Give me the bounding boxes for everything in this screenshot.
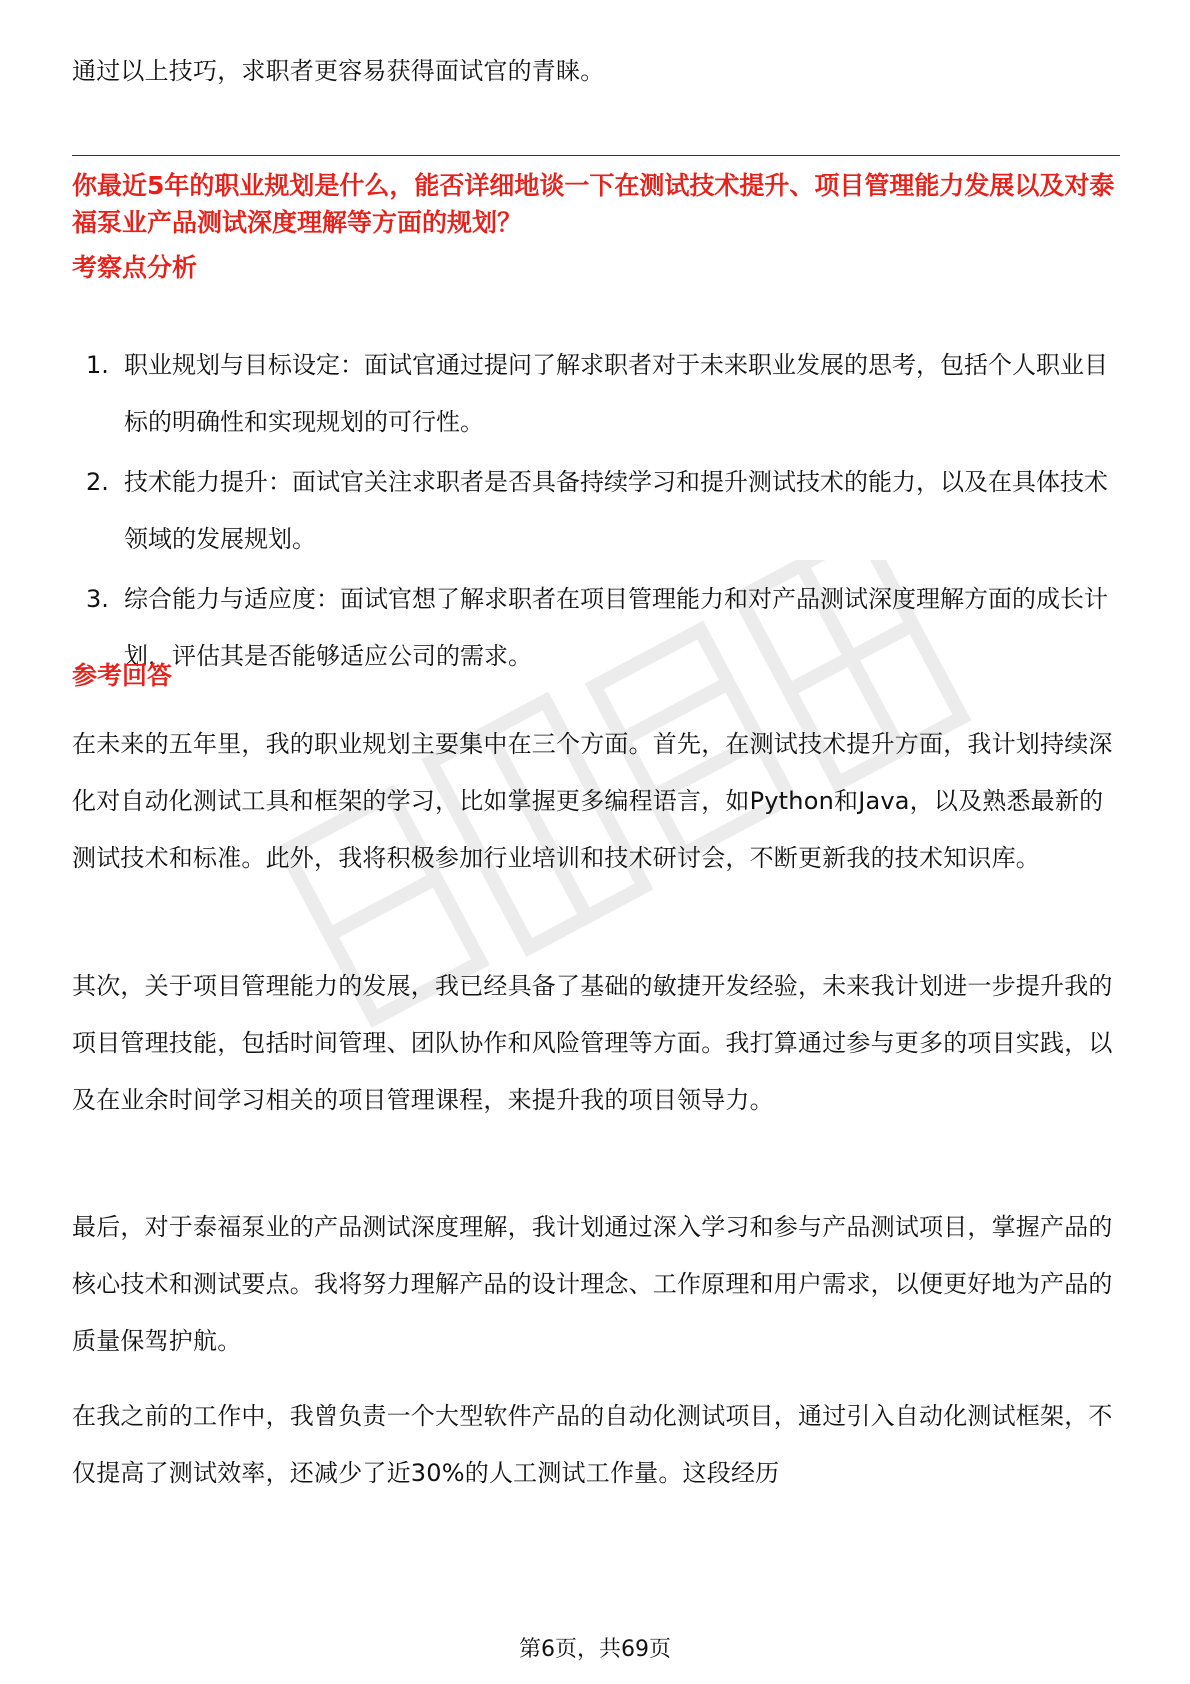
- list-item-text: 技术能力提升：面试官关注求职者是否具备持续学习和提升测试技术的能力，以及在具体技术领域的发展规划。: [124, 468, 1108, 553]
- answer-paragraph: 最后，对于泰福泵业的产品测试深度理解，我计划通过深入学习和参与产品测试项目，掌握产品的核心技术和测试要点。我将努力理解产品的设计理念、工作原理和用户需求，以便更好地为产品的质量保驾护航。: [72, 1213, 1113, 1355]
- list-item: [72, 454, 1120, 568]
- answer-heading: 参考回答: [72, 661, 173, 690]
- list-item-number: 1.: [86, 351, 109, 379]
- list-item-text: 综合能力与适应度：面试官想了解求职者在项目管理能力和对产品测试深度理解方面的成长计划，评估其是否能够适应公司的需求。: [124, 585, 1108, 670]
- list-item-number: 2.: [86, 468, 109, 496]
- section-divider: [72, 155, 1120, 156]
- page-number: 第6页，共69页: [519, 1637, 671, 1662]
- analysis-heading: 考察点分析: [72, 253, 198, 282]
- answer-paragraph: 在我之前的工作中，我曾负责一个大型软件产品的自动化测试项目，通过引入自动化测试框架，不仅提高了测试效率，还减少了近30%的人工测试工作量。这段经历: [72, 1402, 1113, 1487]
- list-item-text: 职业规划与目标设定：面试官通过提问了解求职者对于未来职业发展的思考，包括个人职业目标的明确性和实现规划的可行性。: [124, 351, 1108, 436]
- answer-paragraph: 在未来的五年里，我的职业规划主要集中在三个方面。首先，在测试技术提升方面，我计划持续深化对自动化测试工具和框架的学习，比如掌握更多编程语言，如Python和Java，以及熟悉最新的测试技术和标准。此外，我将积极参加行业培训和技术研讨会，不断更新我的技术知识库。: [72, 730, 1113, 872]
- list-item: [72, 337, 1120, 451]
- list-item: [72, 571, 1120, 685]
- list-item-number: 3.: [86, 585, 109, 613]
- question-title: 你最近5年的职业规划是什么，能否详细地谈一下在测试技术提升、项目管理能力发展以及对泰福泵业产品测试深度理解等方面的规划？: [72, 171, 1115, 237]
- analysis-list: [72, 337, 1120, 688]
- intro-line: 通过以上技巧，求职者更容易获得面试官的青睐。: [72, 57, 605, 85]
- answer-paragraph: 其次，关于项目管理能力的发展，我已经具备了基础的敏捷开发经验，未来我计划进一步提升我的项目管理技能，包括时间管理、团队协作和风险管理等方面。我打算通过参与更多的项目实践，以及在业余时间学习相关的项目管理课程，来提升我的项目领导力。: [72, 972, 1113, 1114]
